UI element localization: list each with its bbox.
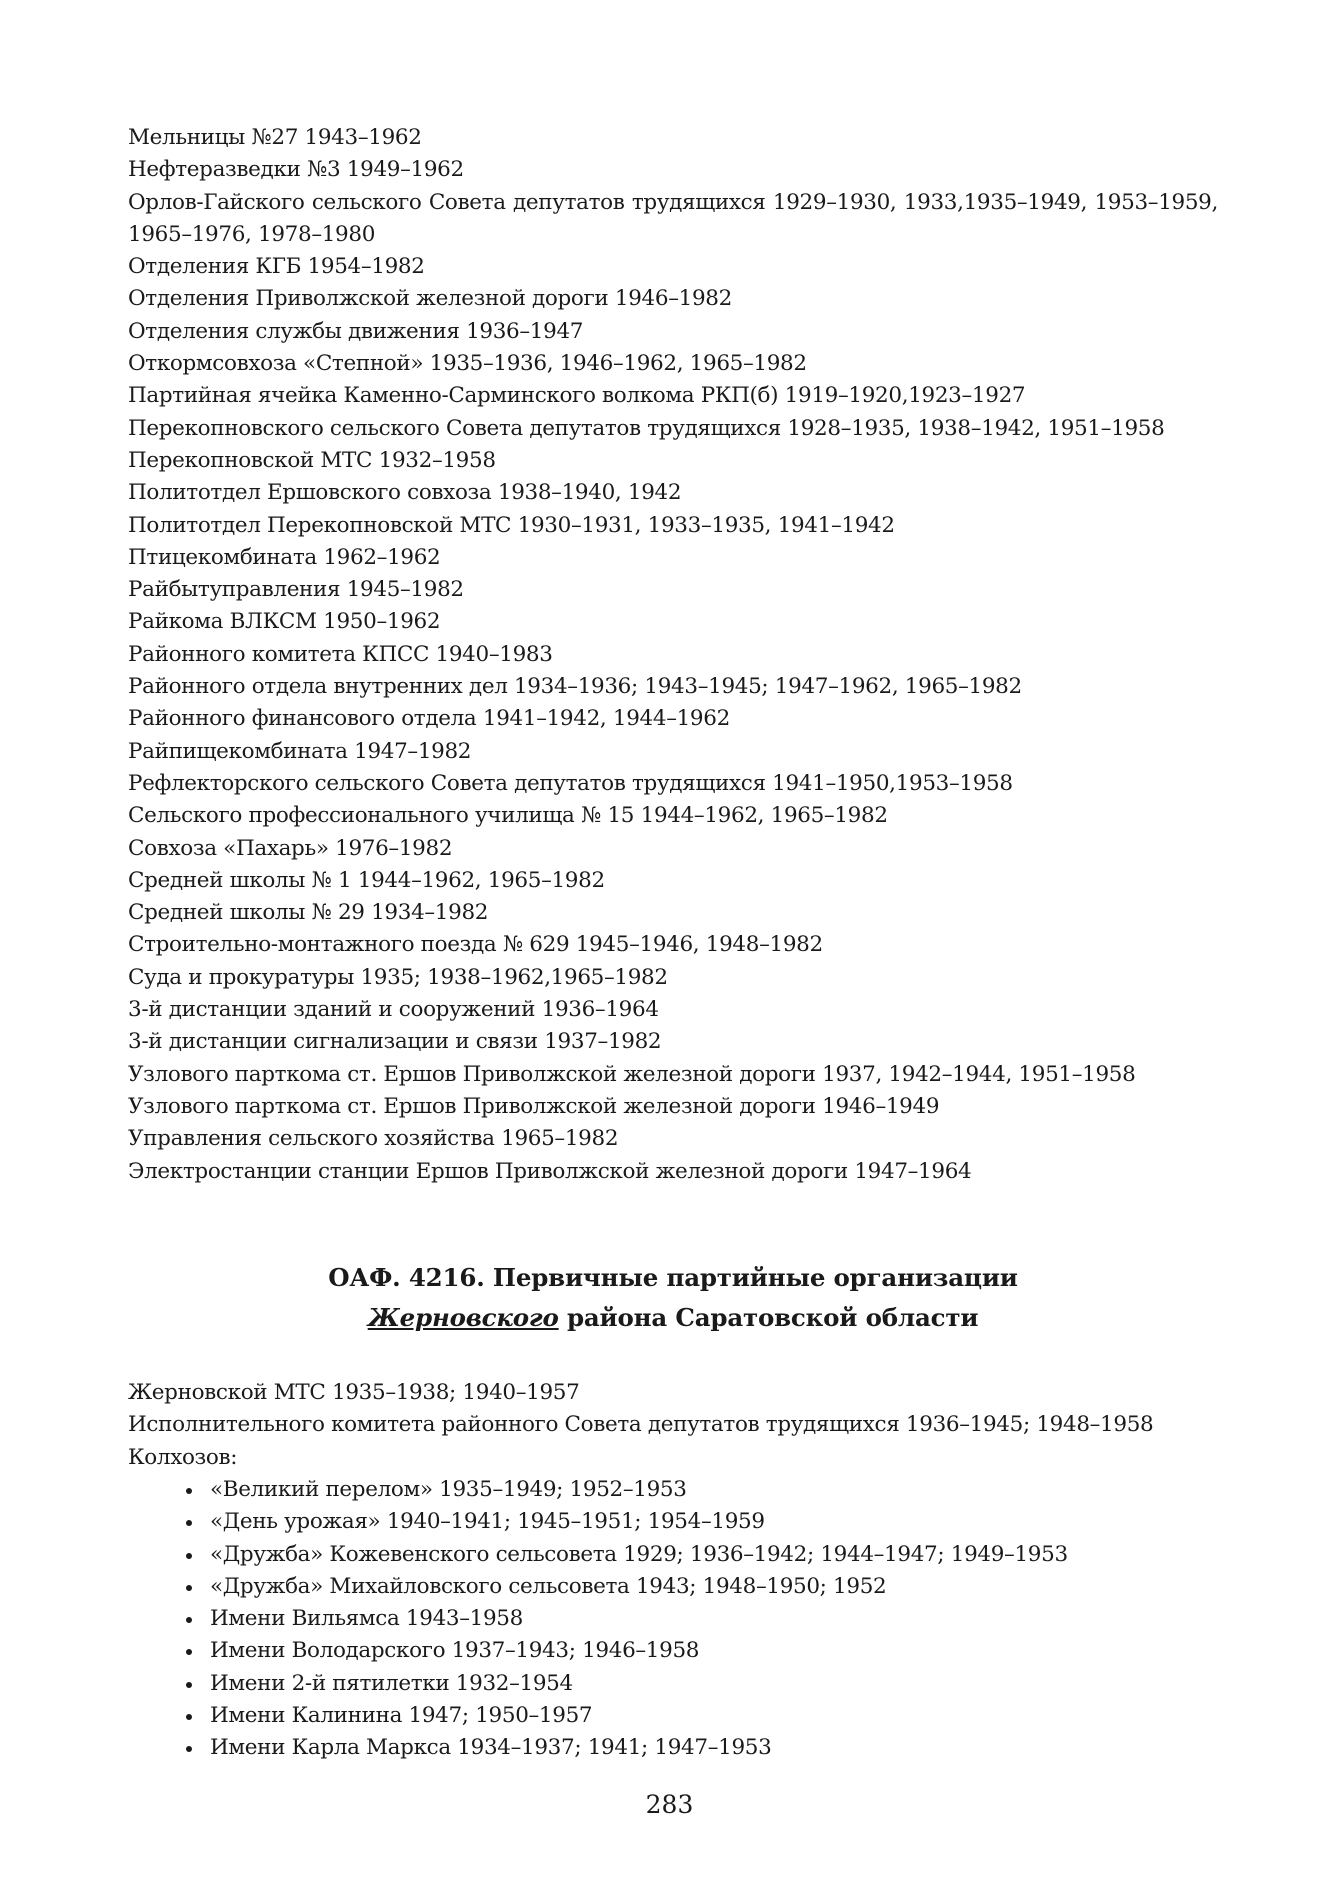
list-item: Мельницы №27 1943–1962 <box>128 125 422 150</box>
list-item: Электростанции станции Ершов Приволжской железной дороги 1947–1964 <box>128 1158 972 1184</box>
section-entries <box>128 1377 1228 1474</box>
bullet-icon <box>186 1649 192 1655</box>
bullet-text: «Дружба» Кожевенского сельсовета 1929; 1936–1942; 1944–1947; 1949–1953 <box>210 1541 1068 1567</box>
list-item: Средней школы № 1 1944–1962, 1965–1982 <box>128 867 605 893</box>
list-item: Узлового парткома ст. Ершов Приволжской железной дороги 1937, 1942–1944, 1951–1958 <box>128 1061 1136 1087</box>
fund-list <box>128 122 1218 1188</box>
list-item: Узлового парткома ст. Ершов Приволжской железной дороги 1946–1949 <box>128 1093 940 1119</box>
bullet-item <box>128 1732 1228 1764</box>
list-item: Нефтеразведки №3 1949–1962 <box>128 157 464 183</box>
bullet-text: Имени Вильямса 1943–1958 <box>210 1606 523 1632</box>
section-heading <box>128 1258 1218 1338</box>
list-item: Политотдел Ершовского совхоза 1938–1940, 1942 <box>128 480 682 506</box>
list-item: Районного отдела внутренних дел 1934–1936; 1943–1945; 1947–1962, 1965–1982 <box>128 674 1022 700</box>
bullet-item <box>128 1603 1228 1635</box>
list-item: Райпищекомбината 1947–1982 <box>128 738 472 764</box>
page-number: 283 <box>645 1790 694 1819</box>
heading-line-2-rest: района Саратовской области <box>558 1303 979 1332</box>
bullet-item <box>128 1506 1228 1538</box>
list-item: Исполнительного комитета районного Совета депутатов трудящихся 1936–1945; 1948–1958 <box>128 1412 1154 1438</box>
heading-region: Жерновского <box>367 1303 559 1332</box>
list-item: Рефлекторского сельского Совета депутатов трудящихся 1941–1950,1953–1958 <box>128 770 1013 796</box>
bullet-item <box>128 1571 1228 1603</box>
bullet-icon <box>186 1714 192 1720</box>
bullet-item <box>128 1539 1228 1571</box>
list-item: Жерновской МТС 1935–1938; 1940–1957 <box>128 1380 580 1405</box>
heading-line-2 <box>128 1298 1218 1338</box>
list-item: Райбытуправления 1945–1982 <box>128 577 464 603</box>
bullet-text: Имени Калинина 1947; 1950–1957 <box>210 1703 593 1729</box>
bullet-icon <box>186 1746 192 1752</box>
bullet-text: «Дружба» Михайловского сельсовета 1943; 1948–1950; 1952 <box>210 1573 887 1599</box>
bullet-text: Имени 2-й пятилетки 1932–1954 <box>210 1670 573 1696</box>
list-item: Колхозов: <box>128 1444 238 1470</box>
bullet-text: «Великий перелом» 1935–1949; 1952–1953 <box>210 1477 687 1502</box>
bullet-text: Имени Володарского 1937–1943; 1946–1958 <box>210 1638 700 1664</box>
bullet-icon <box>186 1585 192 1591</box>
list-item: Откормсовхоза «Степной» 1935–1936, 1946–1962, 1965–1982 <box>128 351 807 377</box>
bullet-item <box>128 1668 1228 1700</box>
list-item: Районного комитета КПСС 1940–1983 <box>128 641 553 667</box>
list-item: Сельского профессионального училища № 15 1944–1962, 1965–1982 <box>128 803 888 829</box>
bullet-item <box>128 1474 1228 1506</box>
list-item: Совхоза «Пахарь» 1976–1982 <box>128 835 453 861</box>
list-item: Отделения КГБ 1954–1982 <box>128 254 425 280</box>
list-item: 3-й дистанции сигнализации и связи 1937–1982 <box>128 1029 662 1055</box>
list-item: Суда и прокуратуры 1935; 1938–1962,1965–1982 <box>128 964 668 990</box>
list-item: Птицекомбината 1962–1962 <box>128 544 441 570</box>
list-item: Средней школы № 29 1934–1982 <box>128 900 489 926</box>
list-item: Отделения службы движения 1936–1947 <box>128 318 584 344</box>
heading-line-1: ОАФ. 4216. Первичные партийные организации <box>328 1263 1018 1292</box>
bullet-icon <box>186 1617 192 1623</box>
list-item: Строительно-монтажного поезда № 629 1945–1946, 1948–1982 <box>128 932 823 958</box>
list-item: Политотдел Перекопновской МТС 1930–1931, 1933–1935, 1941–1942 <box>128 512 895 538</box>
bullet-icon <box>186 1553 192 1559</box>
list-item: Орлов-Гайского сельского Совета депутатов трудящихся 1929–1930, 1933,1935–1949, 1953–1959, 1965–1976, 1978–1980 <box>128 189 1218 247</box>
bullet-text: Имени Карла Маркса 1934–1937; 1941; 1947–1953 <box>210 1735 772 1761</box>
list-item: Перекопновского сельского Совета депутатов трудящихся 1928–1935, 1938–1942, 1951–1958 <box>128 415 1165 441</box>
list-item: Райкома ВЛКСМ 1950–1962 <box>128 609 441 635</box>
list-item: Управления сельского хозяйства 1965–1982 <box>128 1126 619 1152</box>
bullet-item <box>128 1700 1228 1732</box>
bullet-icon <box>186 1682 192 1688</box>
list-item: Отделения Приволжской железной дороги 1946–1982 <box>128 286 732 312</box>
bullet-icon <box>186 1520 192 1526</box>
list-item: Районного финансового отдела 1941–1942, 1944–1962 <box>128 706 730 732</box>
list-item: Перекопновской МТС 1932–1958 <box>128 447 496 473</box>
list-item: 3-й дистанции зданий и сооружений 1936–1964 <box>128 997 659 1023</box>
bullet-icon <box>186 1488 192 1494</box>
bullet-item <box>128 1635 1228 1667</box>
kolkhoz-list <box>128 1474 1228 1765</box>
bullet-text: «День урожая» 1940–1941; 1945–1951; 1954–1959 <box>210 1509 765 1535</box>
list-item: Партийная ячейка Каменно-Сарминского волкома РКП(б) 1919–1920,1923–1927 <box>128 383 1026 409</box>
